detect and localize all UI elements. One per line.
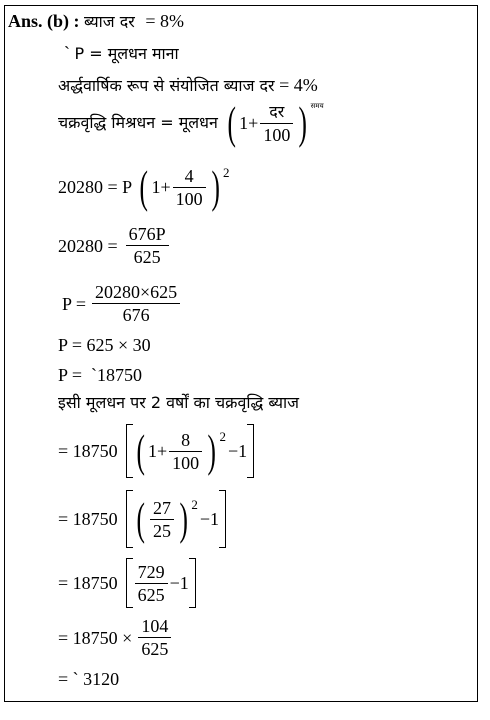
right-paren: ) [207, 425, 217, 476]
fraction [169, 430, 202, 473]
one-plus: 1+ [147, 441, 168, 461]
half-yearly-rate-line [58, 74, 318, 97]
fraction-denominator: 625 [137, 584, 165, 605]
fraction-denominator: 676 [122, 305, 150, 325]
left-paren: ( [139, 161, 149, 212]
equation-line-13 [58, 558, 196, 608]
rate-value: = 8% [145, 11, 184, 31]
fraction-denominator: 625 [141, 639, 169, 659]
fraction-denominator: 625 [133, 247, 161, 267]
left-paren: ( [136, 425, 145, 476]
fraction [126, 224, 169, 267]
exponent: 2 [219, 428, 226, 444]
rate-fraction [260, 102, 293, 145]
fraction-numerator: 4 [173, 166, 206, 188]
minus-one: −1 [199, 509, 219, 529]
fraction-numerator: 8 [169, 430, 202, 452]
formula-label: चक्रवृद्धि मिश्रधन = मूलधन [58, 113, 218, 132]
answer-heading-line [8, 10, 184, 33]
one-plus: 1+ [239, 113, 259, 133]
right-paren: ) [211, 161, 220, 212]
fraction [92, 282, 180, 325]
equation-lhs: = 18750 [58, 441, 118, 461]
left-bracket [126, 424, 133, 478]
equation-line-5 [58, 161, 230, 212]
fraction-numerator: 20280×625 [92, 282, 180, 304]
right-bracket [219, 490, 226, 548]
exponent: 2 [222, 164, 230, 180]
currency-mark: ` [64, 43, 70, 63]
answer-label: Ans. (b) : [8, 11, 80, 31]
one-plus: 1+ [151, 177, 171, 197]
fraction-denominator: 25 [152, 520, 171, 541]
time-exponent: समय [310, 101, 324, 110]
right-bracket [247, 424, 254, 478]
fraction [150, 498, 174, 541]
equation-line-12 [58, 490, 226, 548]
equation-line-9: P = `18750 [58, 365, 142, 385]
fraction-denominator: 100 [263, 124, 291, 145]
compound-amount-formula [58, 97, 324, 148]
final-answer: = ` 3120 [58, 669, 120, 689]
fraction [173, 166, 206, 209]
fraction-numerator: 676P [126, 224, 169, 246]
assume-principal-line [64, 42, 179, 65]
left-bracket [126, 490, 133, 548]
equation-lhs: P = [62, 293, 86, 314]
fraction-numerator: दर [260, 102, 293, 124]
equation-line-14 [58, 616, 173, 659]
right-bracket [189, 558, 196, 608]
equation-lhs: = 18750 [58, 573, 118, 593]
left-paren: ( [136, 493, 145, 544]
equation-line-11 [58, 424, 254, 478]
minus-one: −1 [227, 441, 248, 461]
equation-lhs: 20280 = [58, 235, 118, 256]
equation-line-8: P = 625 × 30 [58, 335, 151, 355]
right-paren: ) [179, 493, 188, 544]
assume-principal-text: P = मूलधन माना [74, 44, 179, 63]
equation-line-7 [62, 282, 182, 325]
fraction-numerator: 27 [150, 498, 174, 520]
left-bracket [126, 558, 133, 608]
half-yearly-rate-value: = 4% [279, 75, 318, 95]
half-yearly-rate-label: अर्द्धवार्षिक रूप से संयोजित ब्याज दर [58, 76, 275, 95]
fraction [138, 616, 171, 659]
compound-interest-heading: इसी मूलधन पर 2 वर्षों का चक्रवृद्धि ब्याज [58, 393, 300, 412]
fraction-denominator: 100 [175, 188, 203, 209]
left-paren: ( [227, 97, 236, 148]
equation-lhs: = 18750 [58, 509, 118, 529]
equation-lhs: 20280 = P [58, 177, 133, 197]
fraction-numerator: 104 [138, 616, 171, 638]
right-paren: ) [298, 97, 308, 148]
fraction-numerator: 729 [135, 562, 168, 584]
fraction [135, 562, 168, 605]
rate-label: ब्याज दर [84, 12, 135, 31]
equation-lhs: = 18750 × [58, 627, 133, 648]
equation-line-6 [58, 224, 171, 267]
minus-one: −1 [169, 573, 189, 593]
exponent: 2 [191, 496, 198, 512]
fraction-denominator: 100 [172, 452, 200, 473]
